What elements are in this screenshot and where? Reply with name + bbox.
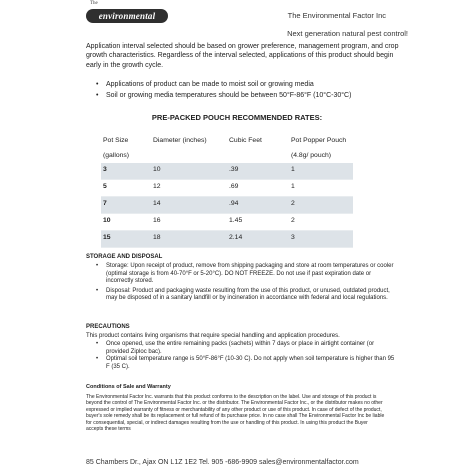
bullet-item: • Applications of product can be made to moist soil or growing media bbox=[96, 80, 396, 91]
cell-pouch: 2 bbox=[291, 200, 295, 207]
precaution-item: • Once opened, use the entire remaining packs (sachets) within 7 days or place in airtight container (or provided Ziploc bac). bbox=[96, 341, 396, 356]
cell-cubic: 2.14 bbox=[229, 234, 243, 241]
storage-list bbox=[96, 263, 396, 303]
bullet-item: • Soil or growing media temperatures should be between 50°F-86°F (10°C-30°C) bbox=[96, 91, 396, 102]
precaution-item: • Optimal soil temperature range is 50°F-86°F (10-30 C). Do not apply when soil temperature is higher than 95 F (35 C). bbox=[96, 356, 396, 371]
logo-prefix: The bbox=[90, 1, 98, 6]
header-cubic-feet: Cubic Feet bbox=[229, 137, 262, 144]
company-logo: environmental factor bbox=[86, 9, 168, 23]
cell-diameter: 12 bbox=[153, 183, 161, 190]
cell-pot: 3 bbox=[103, 166, 107, 173]
cell-diameter: 16 bbox=[153, 217, 161, 224]
cell-pot: 15 bbox=[103, 234, 111, 241]
header-pouch-unit: (4.8g/ pouch) bbox=[291, 152, 332, 159]
cell-pouch: 1 bbox=[291, 166, 295, 173]
cell-pot: 7 bbox=[103, 200, 107, 207]
intro-paragraph: Application interval selected should be based on grower preference, management program, and crop growth characteristics. Regardless of the interval selected, applications of this product should begin early in the growth cycle. bbox=[86, 43, 399, 69]
cell-diameter: 10 bbox=[153, 166, 161, 173]
company-name: The Environmental Factor Inc bbox=[287, 11, 386, 20]
header-pot-size: Pot Size bbox=[103, 137, 129, 144]
header-diameter: Diameter (inches) bbox=[153, 137, 207, 144]
rates-title: PRE-PACKED POUCH RECOMMENDED RATES: bbox=[151, 113, 323, 122]
rates-table bbox=[101, 163, 353, 248]
cell-pot: 5 bbox=[103, 183, 107, 190]
footer-contact: 85 Chambers Dr., Ajax ON L1Z 1E2 Tel. 905 -686-9909 sales@environmentalfactor.com bbox=[86, 459, 359, 466]
application-bullets bbox=[96, 80, 396, 101]
table-row bbox=[101, 231, 353, 248]
cell-pouch: 3 bbox=[291, 234, 295, 241]
disposal-item: • Disposal: Product and packaging waste resulting from the use of this product, or unused, outdated product, may be disposed of in a sanitary landfill or by incineration in accordance with federal and local regulations. bbox=[96, 288, 396, 303]
precautions-title: PRECAUTIONS bbox=[86, 324, 130, 330]
cell-pot: 10 bbox=[103, 217, 111, 224]
precautions-list bbox=[96, 341, 396, 371]
conditions-body: The Environmental Factor Inc. warrants that this product conforms to the description on the label. Use and storage of this product is beyond the control of The Environmental Factor Inc. or the distributor. The Environmental Factor Inc., or the distributor makes no other expressed or implied warranty of fitness or merchantability of any other product or use of this product. In case of defect of the product, buyer's sole remedy shall be its replacement or full refund of its purchase price. In no case shall The Environmental Factor Inc be liable for consequential, special, or indirect damages resulting from the use or handling of this product. In using this product the Buyer accepts these terms bbox=[86, 394, 385, 433]
cell-pouch: 2 bbox=[291, 217, 295, 224]
cell-cubic: 1.45 bbox=[229, 217, 243, 224]
table-row bbox=[101, 180, 353, 197]
table-row bbox=[101, 197, 353, 214]
cell-pouch: 1 bbox=[291, 183, 295, 190]
cell-cubic: .94 bbox=[229, 200, 239, 207]
header-pouch: Pot Popper Pouch bbox=[291, 137, 347, 144]
header-pot-size-unit: (gallons) bbox=[103, 152, 130, 159]
cell-cubic: .39 bbox=[229, 166, 239, 173]
cell-diameter: 18 bbox=[153, 234, 161, 241]
storage-item: • Storage: Upon receipt of product, remove from shipping packaging and store at room temperatures or cooler (optimal storage is from 40-70°F or 5-20°C). DO NOT FREEZE. Do not use if past expiration date or incorrectly stored. bbox=[96, 263, 396, 286]
table-row bbox=[101, 214, 353, 231]
table-row bbox=[101, 163, 353, 180]
conditions-title: Conditions of Sale and Warranty bbox=[86, 384, 171, 390]
cell-diameter: 14 bbox=[153, 200, 161, 207]
tagline: Next generation natural pest control! bbox=[287, 29, 408, 38]
storage-title: STORAGE AND DISPOSAL bbox=[86, 254, 163, 260]
cell-cubic: .69 bbox=[229, 183, 239, 190]
precautions-body: This product contains living organisms that require special handling and application procedures. bbox=[86, 333, 340, 339]
